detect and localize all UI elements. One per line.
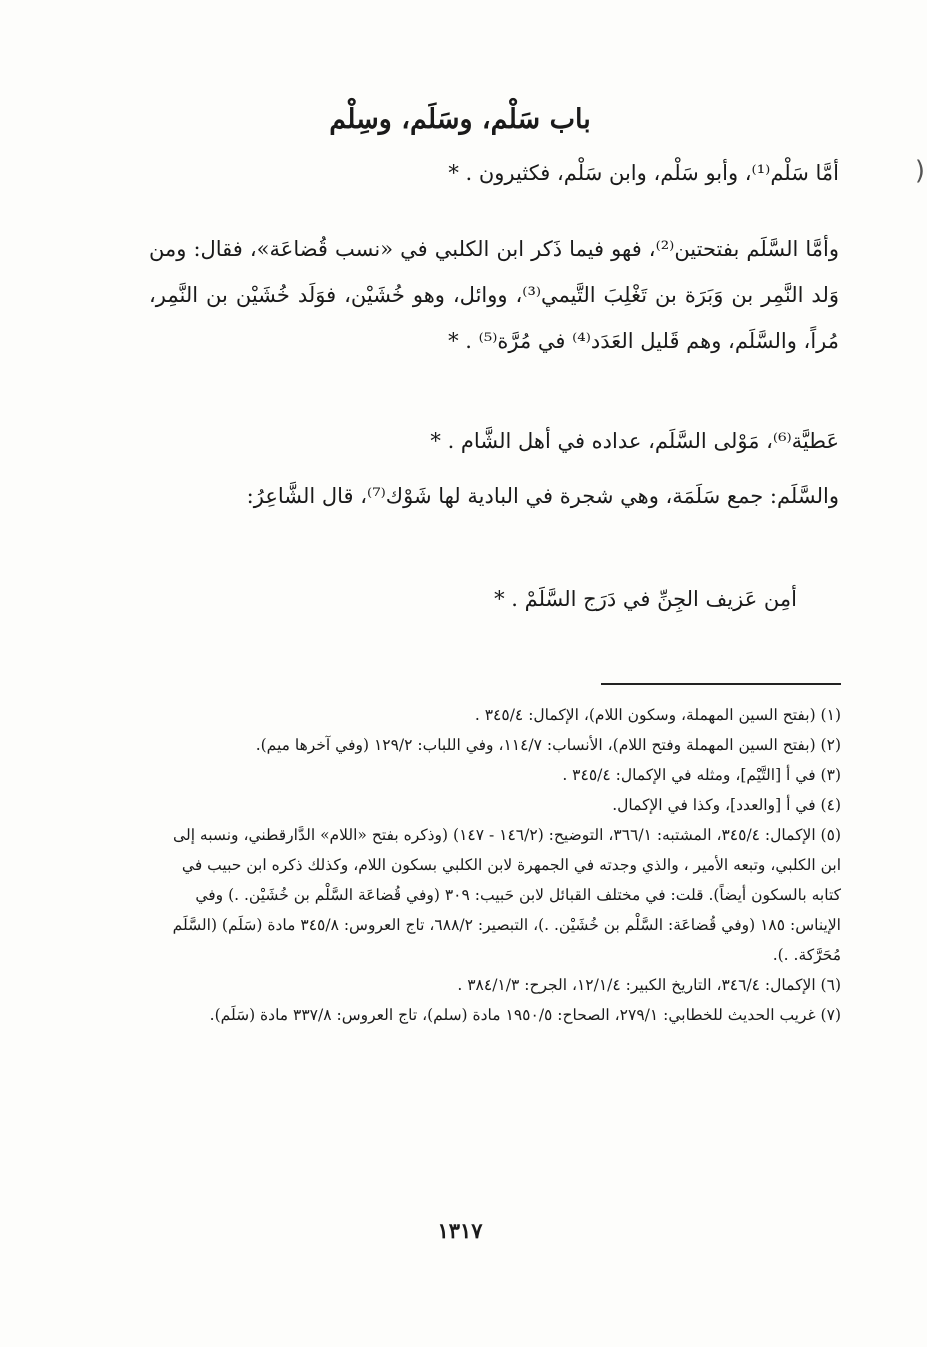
margin-mark: ( (914, 156, 925, 186)
footnote-3: (٣) في أ [التَّيْم]، ومثله في الإكمال: ٣٤٥/٤ . (562, 766, 841, 784)
paragraph-2: وأمَّا السَّلَم بفتحتين⁽²⁾، فهو فيما ذَكر ابن الكلبي في «نسب قُضاعَة»، فقال: ومن وَلد النَّمِر بن وَبَرَة بن تَغْلِبَ التَّيمي⁽³⁾، ووائل، وهو خُشَيْن، فوَلَد خُشَيْن بن النَّمِر، مُراً، والسَّلَم، وهم قَليل العَدَد⁽⁴⁾ في مُرَّة⁽⁵⁾ . * (149, 237, 839, 353)
paragraph-1: أمَّا سَلْم⁽¹⁾، وأبو سَلْم، وابن سَلْم، فكثيرون . * (448, 161, 839, 185)
footnotes-list (151, 700, 841, 1030)
paragraph-3: عَطيَّة⁽⁶⁾، مَوْلى السَّلَم، عداده في أهل الشَّام . * (430, 429, 839, 453)
footnote-1: (١) (بفتح السين المهملة، وسكون اللام)، الإكمال: ٣٤٥/٤ . (474, 706, 841, 724)
footnote-4: (٤) في أ [والعدد]، وكذا في الإكمال. (612, 796, 841, 814)
footnote-2: (٢) (بفتح السين المهملة وفتح اللام)، الأنساب: ١١٤/٧، وفي اللباب: ١٢٩/٢ (وفي آخرها ميم). (255, 736, 841, 754)
page-number: ١٣١٧ (437, 1218, 483, 1243)
paragraph-4: والسَّلَم: جمع سَلَمَة، وهي شجرة في البادية لها شَوْك⁽⁷⁾، قال الشَّاعِرُ: (246, 484, 839, 508)
footnote-7: (٧) غريب الحديث للخطابي: ٢٧٩/١، الصحاح: ١٩٥٠/٥ مادة (سلم)، تاج العروس: ٣٣٧/٨ مادة (سَلَم). (209, 1006, 841, 1024)
verse-line: أمِن عَزيف الجِنِّ في دَرَج السَّلَمْ . * (494, 587, 797, 611)
footnote-6: (٦) الإكمال: ٣٤٦/٤، التاريخ الكبير: ١٢/١/٤، الجرح: ٣٨٤/١/٣ . (457, 976, 841, 994)
chapter-title: باب سَلْم، وسَلَم، وسِلْم (329, 104, 591, 135)
footnote-5: (٥) الإكمال: ٣٤٥/٤، المشتبه: ٣٦٦/١، التوضيح: (١٤٦/٢ - ١٤٧) (وذكره بفتح «اللام» الدَّارقطني، ونسبه إلى ابن الكلبي، وتبعه الأمير ، والذي وجدته في الجمهرة لابن الكلبي بسكون اللام، وكذلك ذكره ابن حبيب في كتابه بالسكون أيضاً). قلت: في مختلف القبائل لابن حَبيب: ٣٠٩ (وفي قُضاعَة السَّلْم بن خُشَيْن. .) وفي الإيناس: ١٨٥ (وفي قُضاعَة: السَّلْم بن خُشَيْن. .)، التبصير: ٦٨٨/٢، تاج العروس: ٣٤٥/٨ مادة (سَلَم) (السَّلَم مُحَرَّكة. .). (172, 826, 841, 964)
footnote-divider (601, 683, 841, 685)
